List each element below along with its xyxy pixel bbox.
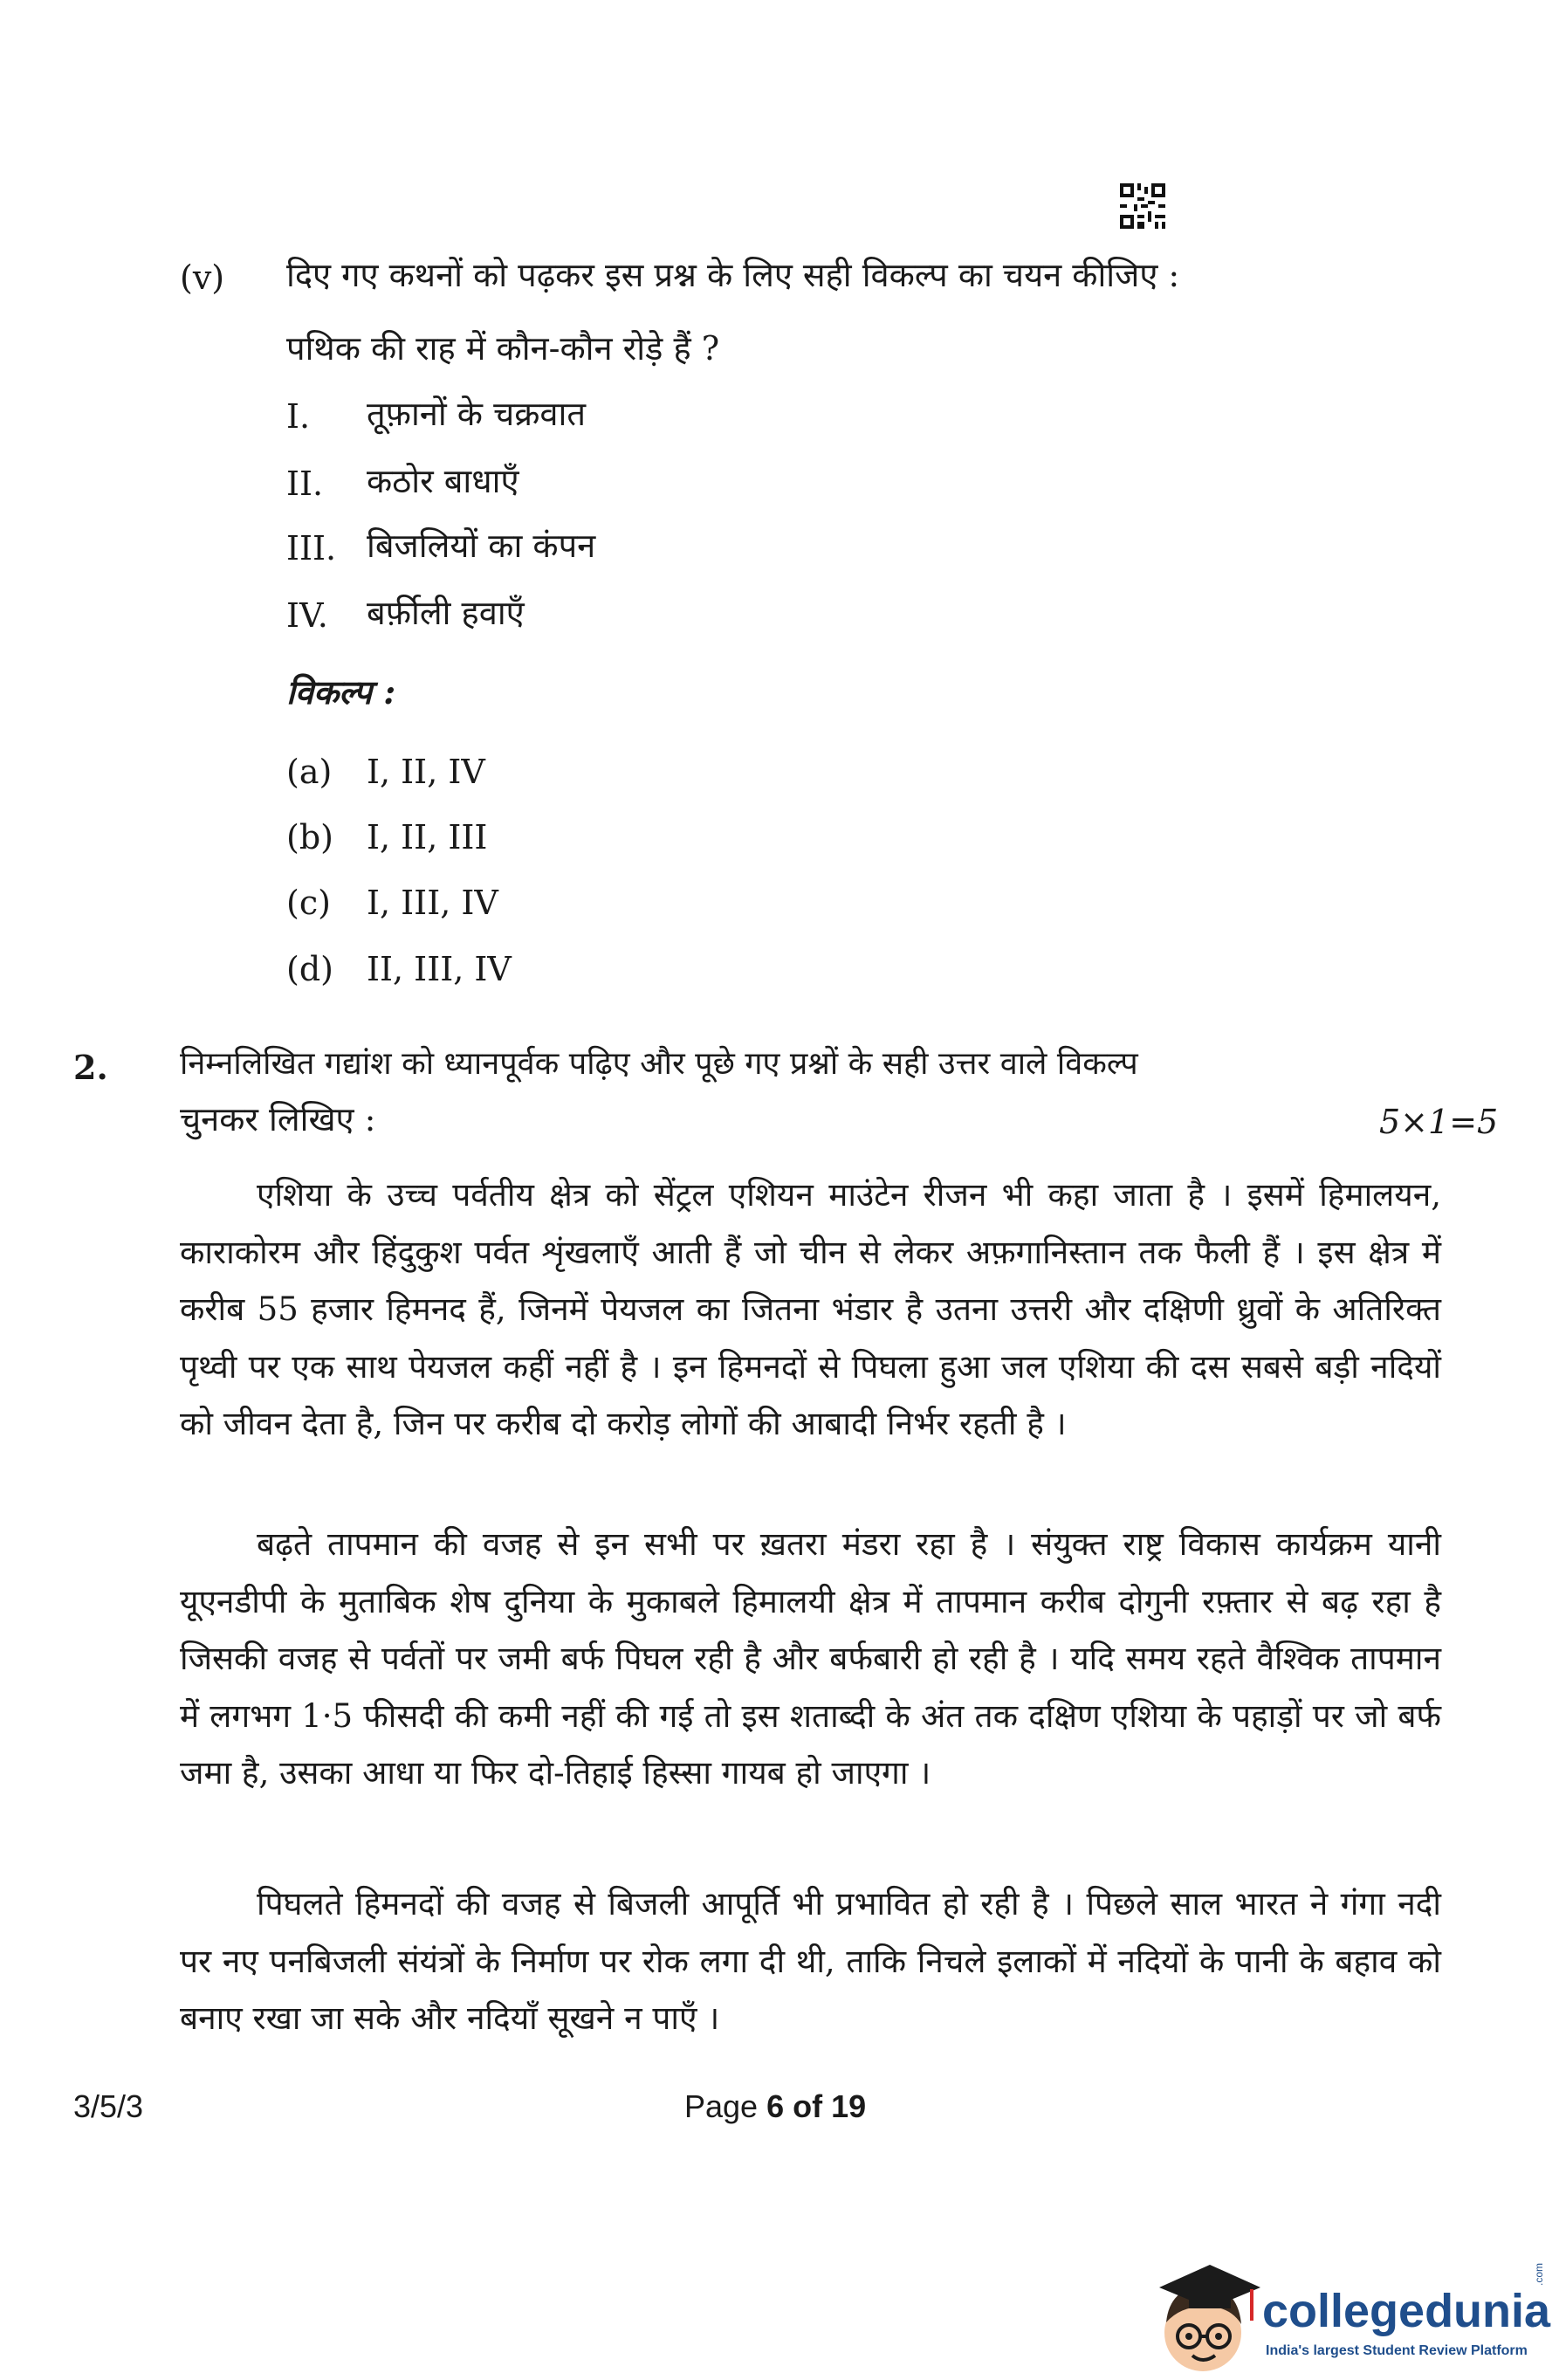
brand-tagline: India's largest Student Review Platform bbox=[1266, 2343, 1528, 2358]
options-heading: विकल्प : bbox=[286, 672, 396, 712]
statement-number: IV. bbox=[286, 596, 328, 635]
collegedunia-watermark bbox=[1150, 2253, 1552, 2380]
option-text: I, III, IV bbox=[367, 884, 498, 922]
statement-number: I. bbox=[286, 397, 311, 436]
student-mascot-icon bbox=[1150, 2253, 1264, 2380]
page-total: 19 bbox=[831, 2088, 867, 2124]
question-v-instruction: दिए गए कथनों को पढ़कर इस प्रश्न के लिए सही विकल्प का चयन कीजिए : bbox=[286, 256, 1180, 294]
passage-paragraph: बढ़ते तापमान की वजह से इन सभी पर ख़तरा मंडरा रहा है । संयुक्त राष्ट्र विकास कार्यक्रम यानी यूएनडीपी के मुताबिक शेष दुनिया के मुकाबले हिमालयी क्षेत्र में तापमान करीब दोगुनी रफ़्तार से बढ़ रहा है जिसकी वजह से पर्वतों पर जमी बर्फ पिघल रही है और बर्फबारी हो रही है । यदि समय रहते वैश्विक तापमान में लगभग 1·5 फीसदी की कमी नहीं की गई तो इस शताब्दी के अंत तक दक्षिण एशिया के पहाड़ों पर जो बर्फ जमा है, उसका आधा या फिर दो-तिहाई हिस्सा गायब हो जाएगा । bbox=[180, 1525, 1441, 1792]
question-2-instruction-cont: चुनकर लिखिए : bbox=[180, 1100, 376, 1138]
question-2-number: 2. bbox=[73, 1048, 108, 1087]
statement-number: III. bbox=[286, 529, 337, 567]
brand-name: collegedunia bbox=[1262, 2285, 1551, 2337]
passage-paragraph: पिघलते हिमनदों की वजह से बिजली आपूर्ति भी प्रभावित हो रही है । पिछले साल भारत ने गंगा नदी पर नए पनबिजली संयंत्रों के निर्माण पर रोक लगा दी थी, ताकि निचले इलाकों में नदियों के पानी के बहाव को बनाए रखा जा सके और नदियाँ सूखने न पाएँ । bbox=[180, 1885, 1441, 2037]
page-prefix: Page bbox=[684, 2088, 767, 2124]
question-2-marks: 5×1=5 bbox=[1379, 1103, 1499, 1141]
statement-text: कठोर बाधाएँ bbox=[367, 462, 519, 500]
option-text: II, III, IV bbox=[367, 950, 512, 988]
question-v-text: पथिक की राह में कौन-कौन रोड़े हैं ? bbox=[286, 329, 720, 368]
paper-code: 3/5/3 bbox=[73, 2088, 144, 2124]
passage-paragraph: एशिया के उच्च पर्वतीय क्षेत्र को सेंट्रल एशियन माउंटेन रीजन भी कहा जाता है । इसमें हिमालयन, काराकोरम और हिंदुकुश पर्वत शृंखलाएँ आती हैं जो चीन से लेकर अफ़गानिस्तान तक फैली हैं । इस क्षेत्र में करीब 55 हजार हिमनद हैं, जिनमें पेयजल का जितना भंडार है उतना उत्तरी और दक्षिणी ध्रुवों के अतिरिक्त पृथ्वी पर एक साथ पेयजल कहीं नहीं है । इन हिमनदों से पिघला हुआ जल एशिया की दस सबसे बड़ी नदियों को जीवन देता है, जिन पर करीब दो करोड़ लोगों की आबादी निर्भर रहती है । bbox=[180, 1176, 1441, 1442]
statement-text: तूफ़ानों के चक्रवात bbox=[367, 395, 587, 433]
page-of: of bbox=[784, 2088, 832, 2124]
option-label: (a) bbox=[286, 753, 333, 791]
qr-code-icon bbox=[1120, 183, 1165, 229]
statement-number: II. bbox=[286, 464, 324, 503]
page-number bbox=[684, 2088, 866, 2125]
option-label: (d) bbox=[286, 950, 333, 988]
option-text: I, II, III bbox=[367, 818, 488, 856]
option-text: I, II, IV bbox=[367, 753, 485, 791]
question-2-instruction: निम्नलिखित गद्यांश को ध्यानपूर्वक पढ़िए और पूछे गए प्रश्नों के सही उत्तर वाले विकल्प bbox=[180, 1046, 1138, 1082]
page-current: 6 bbox=[766, 2088, 785, 2124]
option-label: (c) bbox=[286, 884, 331, 922]
statement-text: बर्फ़ीली हवाएँ bbox=[367, 594, 525, 632]
statement-text: बिजलियों का कंपन bbox=[367, 526, 596, 565]
brand-domain: .com bbox=[1533, 2262, 1545, 2286]
question-v-number: (v) bbox=[180, 258, 225, 297]
option-label: (b) bbox=[286, 818, 333, 856]
